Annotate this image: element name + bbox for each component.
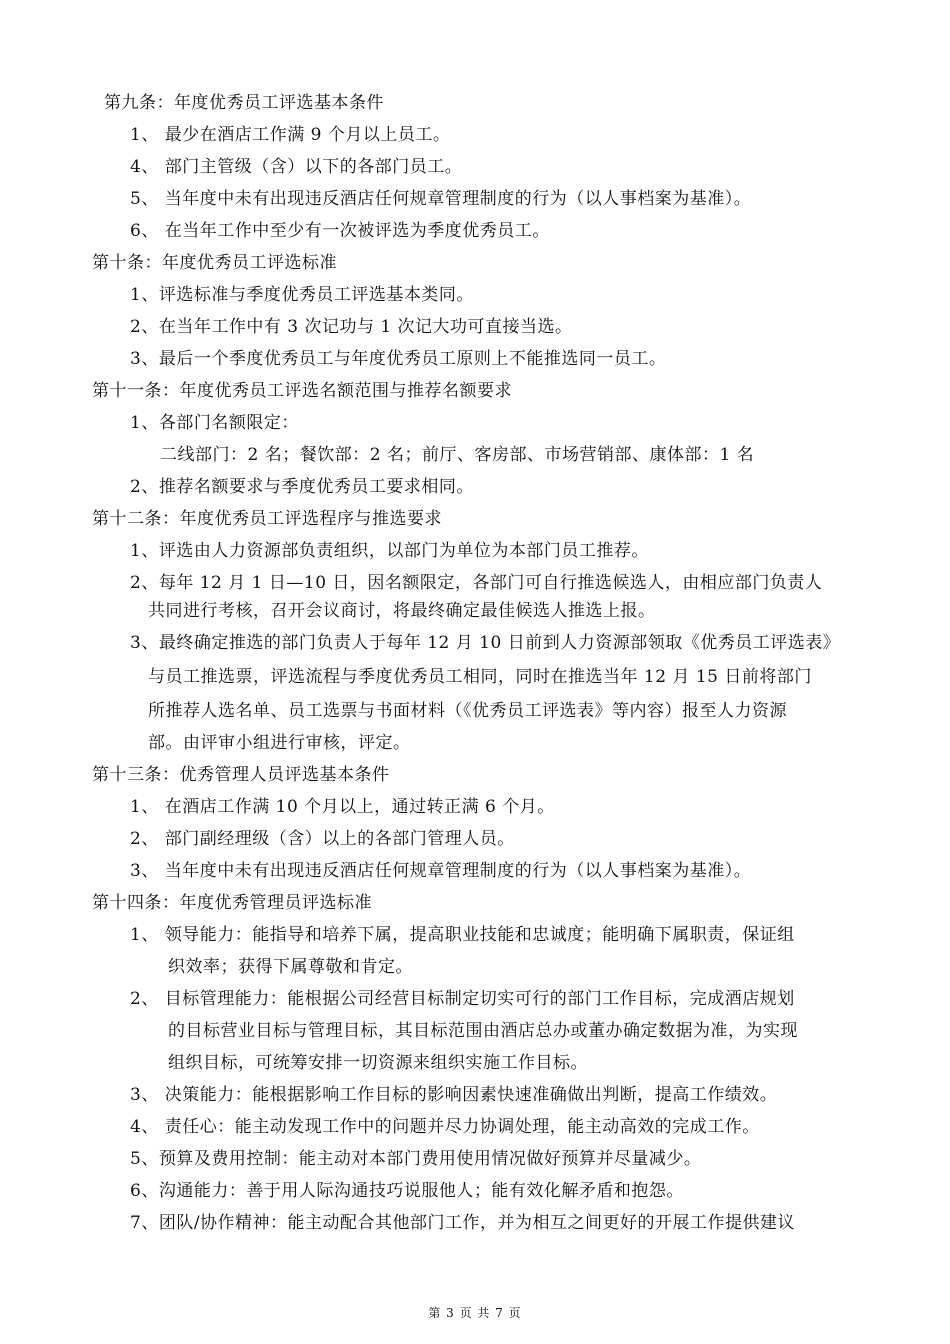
list-item: 2、在当年工作中有 3 次记功与 1 次记大功可直接当选。 <box>130 317 573 337</box>
page-number: 第 3 页 共 7 页 <box>428 1306 522 1320</box>
article-12-heading: 第十二条：年度优秀员工评选程序与推选要求 <box>92 509 442 529</box>
list-item-continued: 的目标营业目标与管理目标，其目标范围由酒店总办或董办确定数据为准，为实现 <box>168 1021 798 1041</box>
list-item: 3、最后一个季度优秀员工与年度优秀员工原则上不能推选同一员工。 <box>130 349 667 369</box>
list-item-continued: 织效率；获得下属尊敬和肯定。 <box>168 957 413 977</box>
list-item: 3、最终确定推选的部门负责人于每年 12 月 10 日前到人力资源部领取《优秀员工评选表》 <box>130 633 841 653</box>
list-item-continued: 共同进行考核，召开会议商讨，将最终确定最佳候选人推选上报。 <box>148 601 656 621</box>
article-10-heading: 第十条：年度优秀员工评选标准 <box>92 253 337 273</box>
list-item-continued: 与员工推选票，评选流程与季度优秀员工相同，同时在推选当年 12 月 15 日前将部门 <box>148 667 812 687</box>
list-item: 6、 在当年工作中至少有一次被评选为季度优秀员工。 <box>130 221 550 241</box>
list-item: 1、评选由人力资源部负责组织，以部门为单位为本部门员工推荐。 <box>130 541 649 561</box>
list-item: 2、推荐名额要求与季度优秀员工要求相同。 <box>130 477 474 497</box>
article-9-heading: 第九条：年度优秀员工评选基本条件 <box>104 93 384 113</box>
list-item-continued: 部。由评审小组进行审核，评定。 <box>148 733 411 753</box>
list-item: 1、各部门名额限定： <box>130 413 299 433</box>
list-item: 1、 最少在酒店工作满 9 个月以上员工。 <box>130 125 451 145</box>
quota-detail: 二线部门：2 名；餐饮部：2 名；前厅、客房部、市场营销部、康体部：1 名 <box>160 445 755 465</box>
list-item: 2、每年 12 月 1 日—10 日，因名额限定，各部门可自行推选候选人，由相应部门负责人 <box>130 573 823 593</box>
list-item: 6、沟通能力：善于用人际沟通技巧说服他人；能有效化解矛盾和抱怨。 <box>130 1181 684 1201</box>
list-item: 1、 在酒店工作满 10 个月以上，通过转正满 6 个月。 <box>130 797 555 817</box>
list-item: 1、 领导能力：能指导和培养下属，提高职业技能和忠诚度；能明确下属职责，保证组 <box>130 925 795 945</box>
article-11-heading: 第十一条：年度优秀员工评选名额范围与推荐名额要求 <box>92 381 512 401</box>
list-item: 7、团队/协作精神：能主动配合其他部门工作，并为相互之间更好的开展工作提供建议 <box>130 1213 796 1233</box>
list-item: 5、 当年度中未有出现违反酒店任何规章管理制度的行为（以人事档案为基准）。 <box>130 189 752 209</box>
list-item: 1、评选标准与季度优秀员工评选基本类同。 <box>130 285 474 305</box>
list-item-continued: 所推荐人选名单、员工选票与书面材料（《优秀员工评选表》等内容）报至人力资源 <box>148 701 787 721</box>
list-item: 4、 责任心：能主动发现工作中的问题并尽力协调处理，能主动高效的完成工作。 <box>130 1117 760 1137</box>
list-item: 3、 当年度中未有出现违反酒店任何规章管理制度的行为（以人事档案为基准）。 <box>130 861 752 881</box>
article-14-heading: 第十四条：年度优秀管理员评选标准 <box>92 893 372 913</box>
list-item: 2、 部门副经理级（含）以上的各部门管理人员。 <box>130 829 515 849</box>
list-item: 2、 目标管理能力：能根据公司经营目标制定切实可行的部门工作目标，完成酒店规划 <box>130 989 795 1009</box>
list-item: 4、 部门主管级（含）以下的各部门员工。 <box>130 157 463 177</box>
list-item: 5、预算及费用控制：能主动对本部门费用使用情况做好预算并尽量减少。 <box>130 1149 702 1169</box>
article-13-heading: 第十三条：优秀管理人员评选基本条件 <box>92 765 390 785</box>
list-item: 3、 决策能力：能根据影响工作目标的影响因素快速准确做出判断，提高工作绩效。 <box>130 1085 778 1105</box>
list-item-continued: 组织目标，可统筹安排一切资源来组织实施工作目标。 <box>168 1053 588 1073</box>
